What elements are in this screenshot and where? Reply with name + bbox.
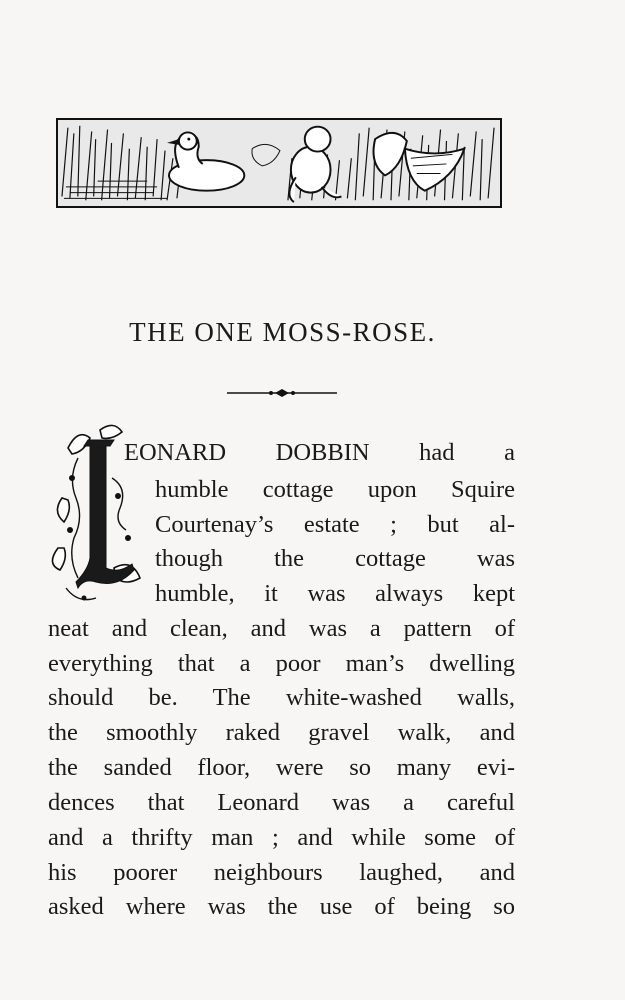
chapter-title xyxy=(0,317,565,348)
text-line-4: though the cottage was xyxy=(155,545,515,572)
text-line-6: neat and clean, and was a pattern of xyxy=(48,615,515,642)
text-line-1: EONARD DOBBIN had a xyxy=(124,439,515,466)
chapter-title-text: THE ONE MOSS-ROSE. xyxy=(129,317,436,347)
text-line-9: the smoothly raked gravel walk, and xyxy=(48,719,515,746)
text-line-14: asked where was the use of being so xyxy=(48,893,515,920)
text-line-11: dences that Leonard was a careful xyxy=(48,789,515,816)
text-line-7: everything that a poor man’s dwelling xyxy=(48,650,515,677)
engraving-illustration-icon xyxy=(58,120,500,206)
text-line-3: Courtenay’s estate ; but al- xyxy=(155,511,515,538)
text-line-10: the sanded floor, were so many evi- xyxy=(48,754,515,781)
text-line-5: humble, it was always kept xyxy=(155,580,515,607)
headpiece-engraving xyxy=(56,118,502,208)
text-line-12: and a thrifty man ; and while some of xyxy=(48,824,515,851)
text-line-13: his poorer neighbours laughed, and xyxy=(48,859,515,886)
rule-ornament-icon xyxy=(227,388,337,398)
text-line-2: humble cottage upon Squire xyxy=(155,476,515,503)
text-line-8: should be. The white-washed walls, xyxy=(48,684,515,711)
